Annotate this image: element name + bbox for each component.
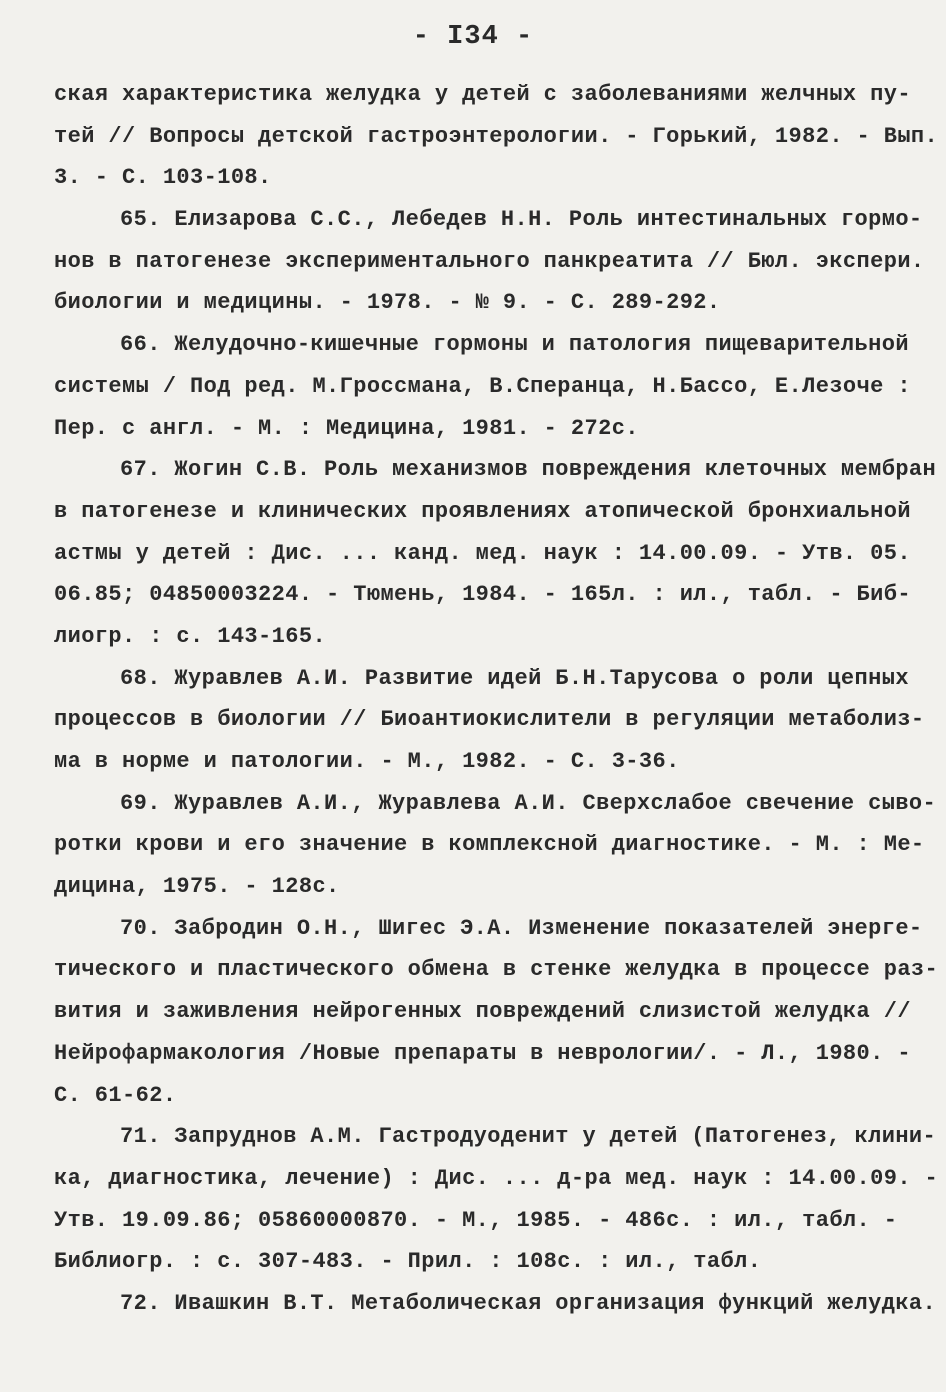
bibliography-entry-start-line: 68. Журавлев А.И. Развитие идей Б.Н.Тарусова о роли цепных [120,665,909,691]
text-line: Библиогр. : с. 307-483. - Прил. : 108с. : ил., табл. [54,1249,762,1275]
text-line: биологии и медицины. - 1978. - № 9. - С. 289-292. [54,290,721,316]
text-line: тей // Вопросы детской гастроэнтерологии. - Горький, 1982. - Вып. [54,123,939,149]
text-line: Пер. с англ. - М. : Медицина, 1981. - 272с. [54,415,639,441]
text-line: 3. - С. 103-108. [54,165,272,191]
text-line: ма в норме и патологии. - М., 1982. - С. 3-36. [54,749,680,774]
bibliography-entry-start-line: 66. Желудочно-кишечные гормоны и патология пищеварительной [120,332,909,358]
text-line: ка, диагностика, лечение) : Дис. ... д-ра мед. наук : 14.00.09. - [54,1165,939,1191]
page-number: - I34 - [412,22,534,52]
bibliography-entry-start-line: 71. Запруднов А.М. Гастродуоденит у детей (Патогенез, клини- [120,1124,937,1150]
text-line: ская характеристика желудка у детей с заболеваниями желчных пу- [54,82,911,107]
text-line: процессов в биологии // Биоантиокислители в регуляции метаболиз- [54,707,925,733]
text-line: С. 61-62. [54,1082,177,1108]
bibliography-entry-start-line: 70. Забродин О.Н., Шигес Э.А. Изменение показателей энерге- [120,915,923,941]
text-line: вития и заживления нейрогенных повреждений слизистой желудка // [54,999,911,1025]
text-line: Нейрофармакология /Новые препараты в неврологии/. - Л., 1980. - [54,1040,911,1066]
text-line: ротки крови и его значение в комплексной диагностике. - М. : Ме- [54,832,925,858]
text-line: астмы у детей : Дис. ... канд. мед. наук : 14.00.09. - Утв. 05. [54,540,911,566]
text-line: нов в патогенезе экспериментального панкреатита // Бюл. экспери. [54,248,925,274]
bibliography-entry-start-line: 69. Журавлев А.И., Журавлева А.И. Сверхслабое свечение сыво- [120,790,937,816]
text-line: 06.85; 04850003224. - Тюмень, 1984. - 165л. : ил., табл. - Биб- [54,582,911,608]
text-line: системы / Под ред. М.Гроссмана, В.Сперанца, Н.Бассо, Е.Лезоче : [54,373,911,399]
text-line: Утв. 19.09.86; 05860000870. - М., 1985. - 486с. : ил., табл. - [54,1207,898,1233]
bibliography-entry-start-line: 72. Ивашкин В.Т. Метаболическая организация функций желудка. [120,1290,937,1316]
bibliography-entry-start-line: 65. Елизарова С.С., Лебедев Н.Н. Роль интестинальных гормо- [120,207,923,233]
bibliography-text [54,74,939,1325]
text-line: дицина, 1975. - 128с. [54,874,340,900]
text-line: тического и пластического обмена в стенке желудка в процессе раз- [54,957,939,983]
text-line: в патогенезе и клинических проявлениях атопической бронхиальной [54,498,911,524]
text-line: лиогр. : с. 143-165. [54,623,327,649]
bibliography-entry-start-line: 67. Жогин С.В. Роль механизмов повреждения клеточных мембран [120,457,937,483]
